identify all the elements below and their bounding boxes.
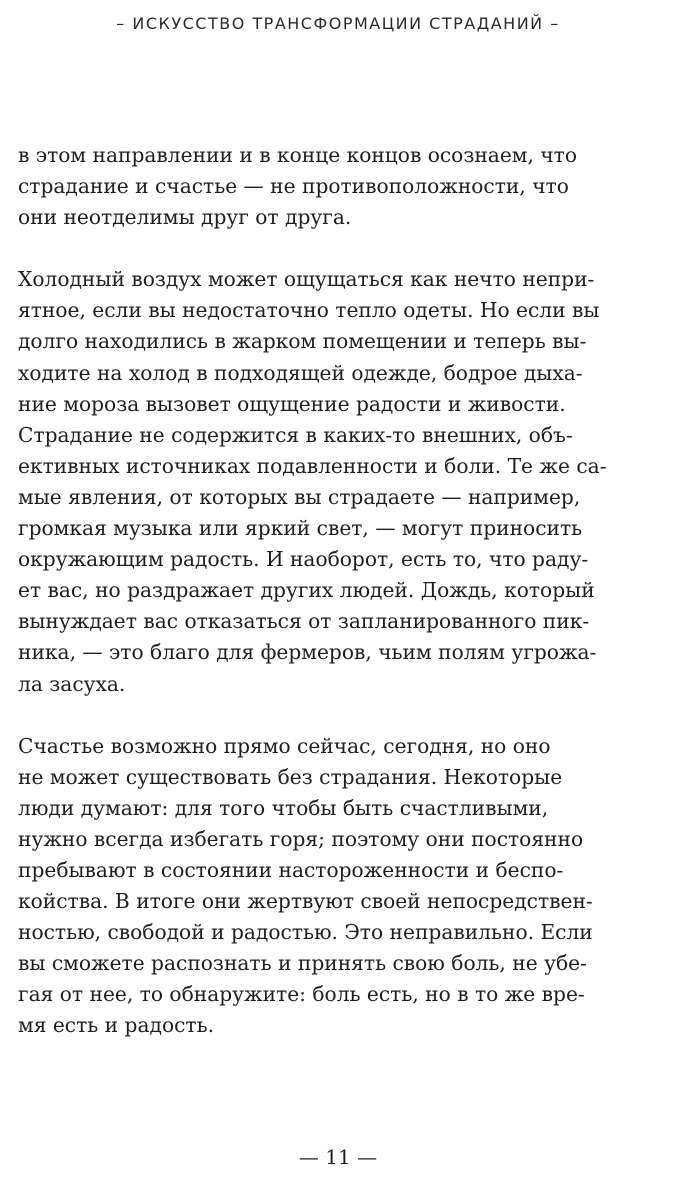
paragraph-3 xyxy=(18,731,666,1042)
paragraph-1 xyxy=(18,140,666,233)
text-line: Холодный воздух может ощущаться как нечто непри- xyxy=(18,267,595,292)
text-line: нужно всегда избегать горя; поэтому они постоянно xyxy=(18,826,584,851)
text-line: не может существовать без страдания. Некоторые xyxy=(18,764,563,789)
text-line: в этом направлении и в конце концов осознаем, что xyxy=(18,143,577,167)
page-body xyxy=(18,140,666,1042)
text-line: мя есть и радость. xyxy=(18,1013,214,1038)
text-line: ходите на холод в подходящей одежде, бодрое дыха- xyxy=(18,360,583,385)
text-line: ника, — это благо для фермеров, чьим полям угрожа- xyxy=(18,640,597,665)
text-line: ла засуха. xyxy=(18,671,126,696)
text-line: Счастье возможно прямо сейчас, сегодня, но оно xyxy=(18,733,551,758)
paragraph-spacer xyxy=(18,233,666,264)
text-line: вынуждает вас отказаться от запланированного пик- xyxy=(18,609,590,634)
page-number: — 11 — xyxy=(298,1145,378,1169)
text-line: они неотделимы друг от друга. xyxy=(18,205,352,230)
text-line: страдание и счастье — не противоположности, что xyxy=(18,174,569,199)
text-line: гая от нее, то обнаружите: боль есть, но в то же вре- xyxy=(18,982,585,1007)
text-line: ние мороза вызовет ощущение радости и живости. xyxy=(18,391,566,416)
text-line: койства. В итоге они жертвуют своей непосредствен- xyxy=(18,889,593,914)
text-line: громкая музыка или яркий свет, — могут приносить xyxy=(18,516,583,541)
text-line: ективных источниках подавленности и боли. Те же са- xyxy=(18,453,607,478)
text-line: ет вас, но раздражает других людей. Дождь, который xyxy=(18,578,595,603)
text-line: ностью, свободой и радостью. Это неправильно. Если xyxy=(18,920,593,945)
running-header: – ИСКУССТВО ТРАНСФОРМАЦИИ СТРАДАНИЙ – xyxy=(116,14,560,33)
text-line: долго находились в жарком помещении и теперь вы- xyxy=(18,329,587,354)
text-line: Страдание не содержится в каких-то внешних, объ- xyxy=(18,422,573,447)
paragraph-spacer xyxy=(18,700,666,731)
text-line: пребывают в состоянии настороженности и беспо- xyxy=(18,857,564,882)
paragraph-2 xyxy=(18,264,666,699)
text-line: люди думают: для того чтобы быть счастливыми, xyxy=(18,795,549,820)
text-line: ятное, если вы недостаточно тепло одеты. Но если вы xyxy=(18,298,600,323)
text-line: мые явления, от которых вы страдаете — например, xyxy=(18,484,581,509)
text-line: вы сможете распознать и принять свою боль, не убе- xyxy=(18,951,587,976)
text-line: окружающим радость. И наоборот, есть то, что раду- xyxy=(18,547,589,572)
